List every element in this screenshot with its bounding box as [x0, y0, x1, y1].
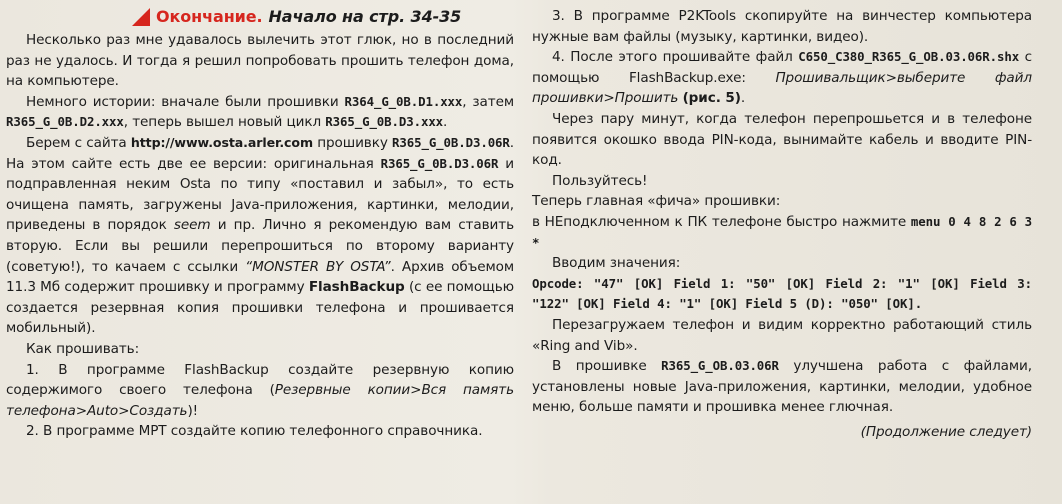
paragraph: 4. После этого прошивайте файл C650_C380_R365_G_OB.03.06R.shx с помощью FlashBackup.exe: Прошивальщик>выберите файл прошивки>Прошить (рис. 5). [532, 49, 1032, 107]
red-triangle-icon [132, 8, 150, 26]
paragraph: 1. В программе FlashBackup создайте резервную копию содержимого своего телефона (Резервные копии>Вся память телефона>Auto>Создать)! [6, 361, 514, 419]
heading-start-ref: Начало на стр. 34-35 [268, 6, 462, 26]
continued-note: (Продолжение следует) [860, 423, 1032, 440]
paragraph: Через пару минут, когда телефон перепрошьется и в телефоне появится окошко ввода PIN-кода, вынимайте кабель и вводите PIN-код. [532, 110, 1032, 169]
paragraph: Несколько раз мне удавалось вылечить этот глюк, но в последний раз не удалось. И тогда я решил попробовать прошить телефон дома, на компьютере. [6, 32, 514, 90]
paragraph: В прошивке R365_G_OB.03.06R улучшена работа с файлами, установлены новые Java-приложения, картинки, мелодии, удобное меню, больше памяти и прошивка менее глючная. [532, 358, 1033, 416]
right-column [532, 6, 1032, 442]
article-heading [6, 6, 514, 28]
paragraph: Теперь главная «фича» прошивки: [532, 193, 781, 210]
paragraph: 3. В программе P2KTools скопируйте на винчестер компьютера нужные вам файлы (музыку, картинки, видео). [532, 8, 1032, 45]
paragraph: 2. В программе MPT создайте копию телефонного справочника. [26, 423, 483, 440]
paragraph: Пользуйтесь! [552, 172, 648, 189]
paragraph: Берем с сайта http://www.osta.arler.com прошивку R365_G_0B.D3.06R. На этом сайте есть две ее версии: оригинальная R365_G_0B.D3.06R и подправленная неким Osta по типу «поставил и забыл», то есть очищена память, загружены Java-приложения, картинки, мелодии, приведены в порядок seem и пр. Лично я рекомендую вам ставить вторую. Если вы решили перепрошиться по второму варианту (советую!), то качаем с ссылки “MONSTER BY OSTA”. Архив объемом 11.3 Мб содержит прошивку и программу FlashBackup (с ее помощью создается резервная копия прошивки телефона и прошивается мобильный). [6, 134, 515, 337]
paragraph: в НЕподключенном к ПК телефоне быстро нажмите menu 0 4 8 2 6 3 * [532, 213, 1032, 250]
code-block: Opcode: "47" [OK] Field 1: "50" [OK] Field 2: "1" [OK] Field 3: "122" [OK] Field 4: "1" [OK] Field 5 (D): "050" [OK]. [532, 275, 1032, 312]
paragraph: Немного истории: вначале были прошивки R364_G_0B.D1.xxx, затем R365_G_0B.D2.xxx, теперь вышел новый цикл R365_G_0B.D3.xxx. [6, 93, 515, 131]
paragraph: Вводим значения: [552, 255, 681, 272]
paragraph: Перезагружаем телефон и видим корректно работающий стиль «Ring and Vib». [532, 316, 1032, 354]
paragraph: Как прошивать: [26, 340, 140, 357]
left-column [6, 6, 514, 442]
site-link: http://www.osta.arler.com [130, 134, 313, 150]
heading-ending: Окончание. [156, 6, 263, 26]
